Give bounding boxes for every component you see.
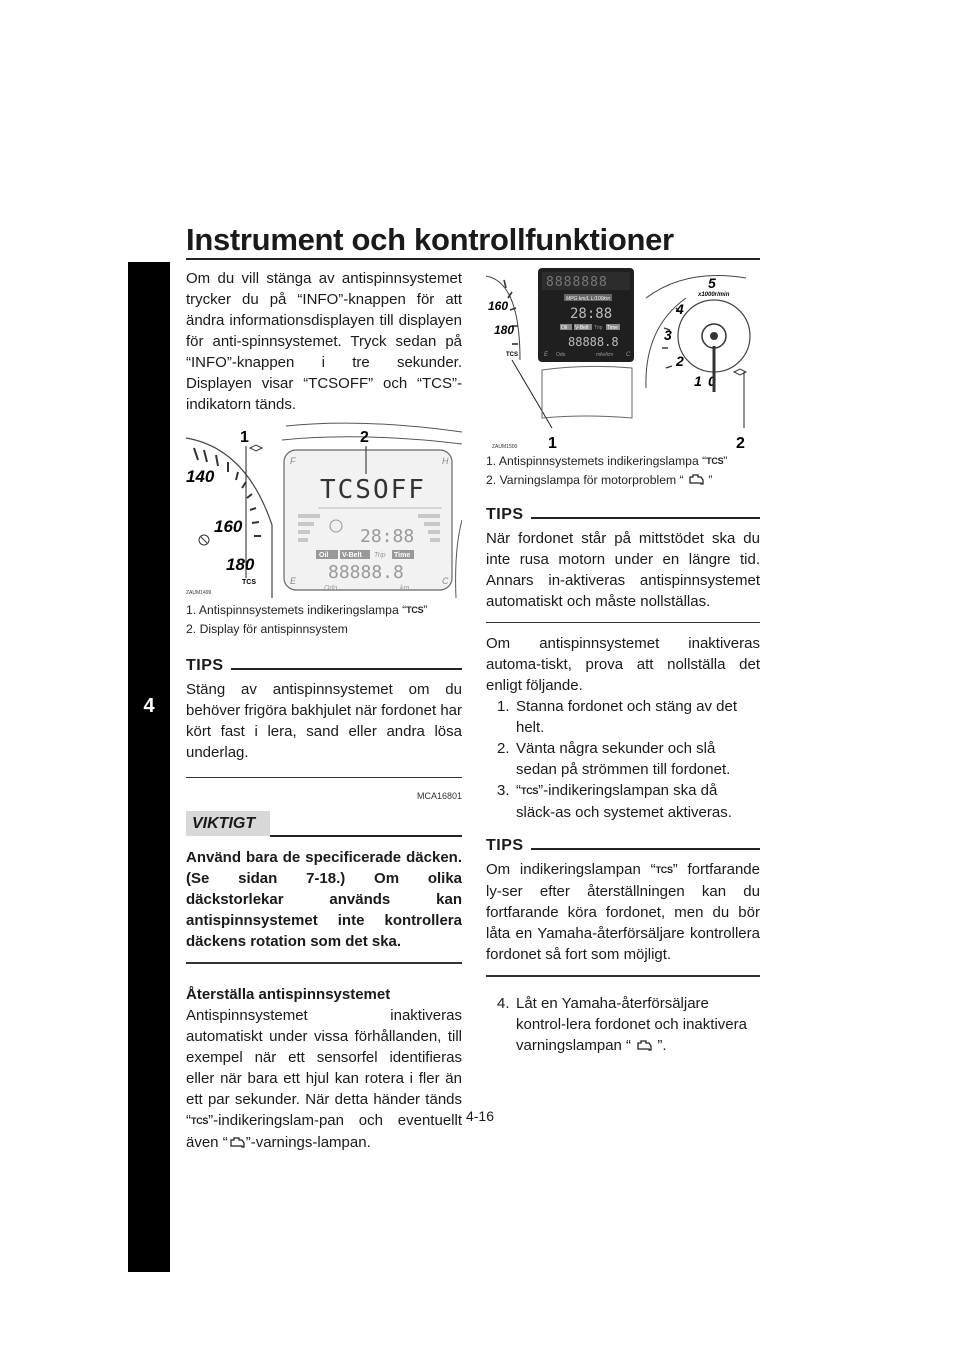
clock-readout: 28:88 [570,306,613,322]
callout-2: 2 [736,435,745,450]
odo-readout: 88888.8 [568,335,619,349]
oil-label: Oil [319,552,329,559]
tacho-label-2: 2 [676,353,684,369]
caption-text: Display för antispinnsystem [199,622,348,636]
km-label: km [400,585,410,592]
engine-warning-icon [228,1136,246,1149]
tcs-indicator-label: TCS [242,579,256,586]
odo-label: Odo [324,585,338,592]
viktigt-heading [186,809,462,839]
tips-paragraph: Stäng av antispinnsystemet om du behöver frigöra bakhjulet när fordonet har kört fast i lera, sand eller andra lösa underlag. [186,681,463,761]
fuel-e-label: E [544,352,549,358]
tcsoff-display-illustration [186,420,462,598]
intro-paragraph: Om du vill stänga av antispinnsystemet trycker du på “INFO”-knappen för att ändra informationsdisplayen till displayen för anti-spinnsystemet. Tryck sedan på “INFO”-knappen i tre sekunder. Displayen visar “TCSOFF” och “TCS”-indikatorn tänds. [186,270,462,413]
time-label: Time [394,552,411,559]
figure-code: ZAUM1500 [492,444,518,450]
caption-text: ” [723,454,728,468]
step-text: Låt en Yamaha-återförsäljare kontrol-lera fordonet och inaktivera varningslampan “ [516,994,747,1054]
tcs-symbol: TCS [706,456,724,466]
viktigt-end-rule [186,962,462,964]
left-column [186,268,462,1153]
step-number: 1. [497,698,510,716]
tacho-label-5: 5 [708,275,716,291]
figure-caption-2 [486,471,760,490]
list-item [486,780,760,823]
caption-text: Antispinnsystemets indikeringslampa “ [498,454,707,468]
mpg-label: MPG km/L L/100km [566,296,611,302]
tcs-symbol: TCS [191,1116,209,1127]
speed-label-180: 180 [494,323,515,337]
tcs-symbol: TCS [655,865,673,876]
temp-h-label: H [442,456,449,466]
step-text: ”. [653,1036,667,1054]
figure-caption-1 [486,452,760,471]
list-item [486,696,760,738]
caption-number: 2. [186,622,197,636]
reset-steps-intro: Om antispinnsystemet inaktiveras automa-tiskt, prova att nollställa det enligt följande. [486,635,760,695]
time-label: Time [607,325,618,331]
callout-1: 1 [240,429,249,446]
list-item [486,993,760,1056]
speed-label-160: 160 [488,299,509,313]
step-number: 3. [497,782,510,800]
viktigt-paragraph: Använd bara de specificerade däcken. (Se sidan 7-18.) Om olika däckstorlekar används kan antispinnsystemet inte kontrollera däckens rotation som det ska. [186,849,462,951]
svg-text:8888888: 8888888 [546,275,608,290]
svg-text:88888.8: 88888.8 [328,562,404,583]
trip-label: Trip [594,325,603,331]
callout-1: 1 [548,435,557,450]
page-title: Instrument och kontrollfunktioner [186,222,674,257]
caption-text: Antispinnsystemets indikeringslampa “ [198,603,407,617]
list-item [486,738,760,780]
step-text: Vänta några sekunder och slå sedan på strömmen till fordonet. [516,740,731,779]
step-text: “ [516,782,521,800]
reset-text: ”-indikeringslam-pan och eventuellt även “ [186,1112,462,1152]
instrument-cluster-illustration [486,268,760,450]
figure-instrument-cluster [486,268,760,450]
tips-paragraph: När fordonet står på mittstödet ska du inte rusa motorn under en längre tid. Annars in-aktiveras antispinnsystemet automatiskt och måste nollställas. [486,530,760,610]
step-number: 4. [497,994,510,1012]
tcs-indicator-label: TCS [506,352,518,358]
right-column [486,268,760,1056]
unit-label: mile/km [596,352,614,358]
page-number: 4-16 [465,1108,495,1124]
section-heading: Återställa antispinnsystemet [186,986,391,1004]
vbelt-label: V-Belt [342,552,362,559]
caption-number: 2. [486,473,497,487]
tacho-label-3: 3 [664,327,672,343]
fuel-e-label: E [290,576,297,586]
temp-c-label: C [442,576,449,586]
tips-heading [486,504,760,528]
step-number: 2. [497,740,510,758]
caption-text: ” [423,603,428,617]
reset-paragraph [186,1005,462,1153]
figure-caption-1 [186,601,462,620]
trip-label: Trip [374,552,386,559]
tips-heading [486,835,760,859]
fuel-f-label: F [290,456,296,466]
callout-2: 2 [360,429,369,446]
oil-label: Oil [561,325,568,331]
tcs-symbol: TCS [521,786,539,797]
caption-number: 1. [186,603,197,617]
tips-paragraph-2 [486,859,760,965]
tips-label: TIPS [186,657,224,674]
tips-text: Om indikeringslampan “ [486,861,656,879]
tacho-label-0: 0 [708,373,716,389]
temp-c-label: C [626,352,631,358]
reference-code: MCA16801 [416,791,462,802]
tips-heading [186,655,462,679]
tacho-label-4: 4 [676,301,684,317]
chapter-tab [128,262,170,1272]
header-rule [186,258,760,260]
step-text: ”-indikeringslampan ska då släck-as och systemet aktiveras. [516,782,732,822]
step-text: Stanna fordonet och stäng av det helt. [516,698,737,737]
tips-text: ” fortfarande ly-ser efter återställningen kan du fortfarande köra fordonet, men du bör låta en Yamaha-återförsäljare kontrollera fordonet så fort som möjligt. [486,861,760,964]
engine-warning-icon [635,1039,653,1052]
viktigt-label: VIKTIGT [192,815,256,833]
tips-end-rule [486,622,760,623]
reset-text: ”-varnings-lampan. [245,1134,371,1152]
vbelt-label: V-Belt [575,325,589,331]
tacho-label-1: 1 [694,373,702,389]
caption-number: 1. [486,454,497,468]
svg-text:28:88: 28:88 [360,526,415,547]
tcs-symbol: TCS [406,605,424,615]
caption-text: ” [704,473,713,487]
speed-label-160: 160 [214,517,243,536]
figure-tcsoff-display [186,420,462,598]
tips-label: TIPS [486,837,524,855]
display-tcsoff-text: TCSOFF [320,475,426,505]
tips-end-rule [486,975,760,976]
tacho-unit: x1000r/min [698,292,730,298]
speed-label-180: 180 [226,555,255,574]
caption-text: Varningslampa för motorproblem “ [499,473,687,487]
figure-code: ZAUM1499 [186,590,212,596]
tips-label: TIPS [486,506,524,523]
reset-text: Antispinnsystemet inaktiveras automatiskt under vissa förhållanden, till exempel när ett sensorfel identifieras eller när bara ett hjul kan rotera i fler än ett par sekunder. När detta händer tänds “ [186,1007,462,1130]
figure-caption-2 [186,620,462,639]
speed-label-140: 140 [186,467,215,486]
engine-warning-icon [687,473,705,486]
odo-label: Odo [556,352,566,358]
tips-end-rule [186,777,462,778]
chapter-number: 4 [143,695,155,717]
